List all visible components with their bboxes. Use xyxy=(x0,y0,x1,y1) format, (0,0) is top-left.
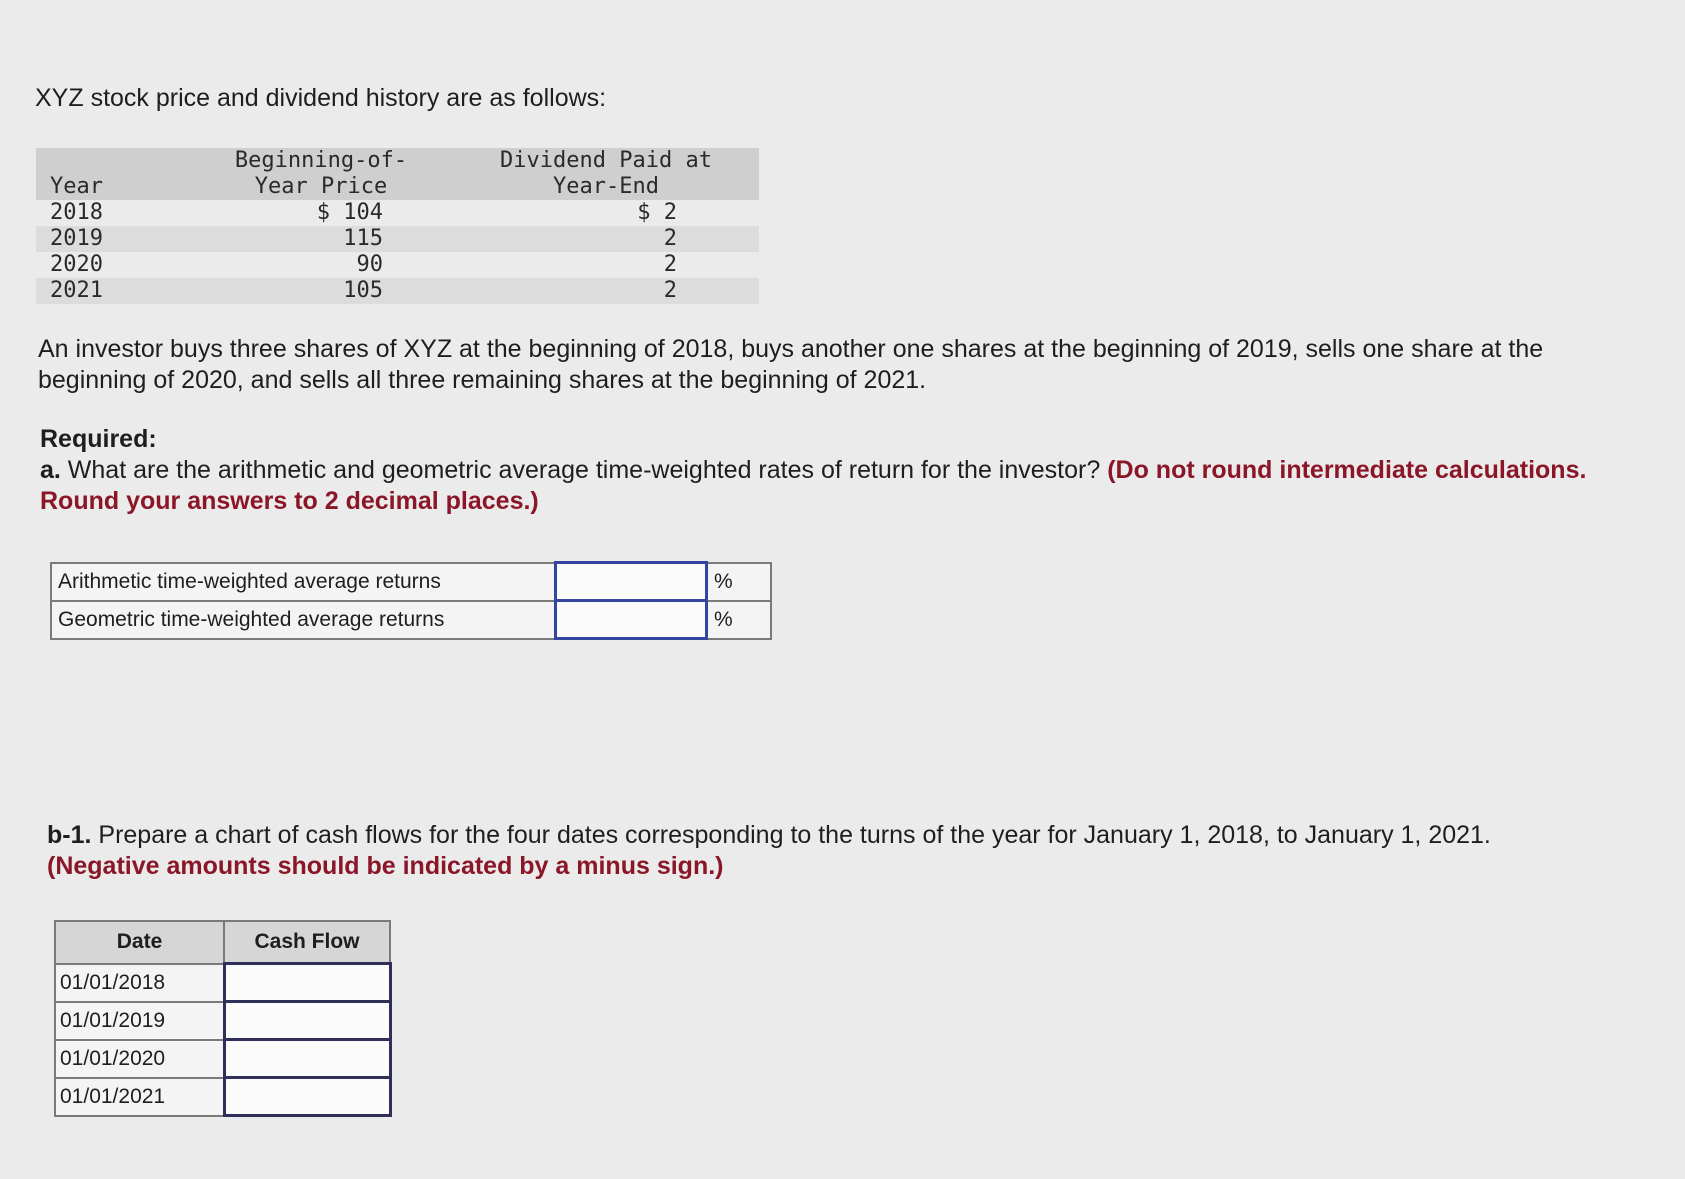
stock-history-header xyxy=(36,148,759,200)
returns-table xyxy=(50,561,772,640)
header-cash-flow: Cash Flow xyxy=(224,921,390,964)
cash-flow-cell xyxy=(224,964,390,1002)
header-dividend-line1: Dividend Paid at xyxy=(500,148,712,173)
table-row xyxy=(36,278,759,304)
part-b1-label: b-1. xyxy=(47,821,92,849)
dividend-cell: 2 xyxy=(663,252,677,277)
part-a-label: a. xyxy=(40,456,61,484)
cash-flow-cell xyxy=(224,1078,390,1116)
header-year: Year xyxy=(50,174,103,199)
stock-history-table xyxy=(36,148,759,304)
date-cell: 01/01/2020 xyxy=(55,1040,224,1078)
table-row xyxy=(55,1040,390,1078)
price-cell: 90 xyxy=(356,252,383,277)
percent-unit: % xyxy=(707,563,772,601)
part-b1-section xyxy=(47,820,1627,882)
table-row xyxy=(36,252,759,278)
price-cell: 115 xyxy=(343,226,383,251)
part-b1-hint: (Negative amounts should be indicated by a minus sign.) xyxy=(47,852,724,880)
year-cell: 2021 xyxy=(50,278,103,303)
header-price-line2: Year Price xyxy=(254,174,388,199)
table-row xyxy=(55,1078,390,1116)
dividend-cell: 2 xyxy=(663,226,677,251)
year-cell: 2018 xyxy=(50,200,103,225)
table-row xyxy=(51,563,771,601)
table-row xyxy=(51,601,771,639)
table-row xyxy=(36,200,759,226)
percent-unit: % xyxy=(707,601,772,639)
header-date: Date xyxy=(55,921,224,964)
year-cell: 2020 xyxy=(50,252,103,277)
arithmetic-return-input[interactable] xyxy=(557,564,705,599)
part-a-hint: (Do not round intermediate calculations. Round your answers to 2 decimal places.) xyxy=(40,456,1587,515)
cash-flow-table xyxy=(54,920,392,1117)
table-row xyxy=(36,226,759,252)
header-price-line1: Beginning-of- xyxy=(234,148,408,173)
date-cell: 01/01/2018 xyxy=(55,964,224,1002)
cash-flow-cell xyxy=(224,1002,390,1040)
header-dividend xyxy=(453,148,759,200)
required-section xyxy=(40,424,1600,517)
price-cell: $ 104 xyxy=(316,200,383,225)
cash-flow-input-2018[interactable] xyxy=(226,965,389,1000)
geometric-return-cell xyxy=(556,601,707,639)
table-row xyxy=(55,964,390,1002)
intro-text: XYZ stock price and dividend history are as follows: xyxy=(35,84,607,112)
part-b1-question: Prepare a chart of cash flows for the four dates corresponding to the turns of the year for January 1, 2018, to January 1, 2021. xyxy=(91,821,1491,849)
header-price xyxy=(189,148,453,200)
arithmetic-return-label: Arithmetic time-weighted average returns xyxy=(51,563,556,601)
dividend-cell: $ 2 xyxy=(637,200,677,225)
geometric-return-label: Geometric time-weighted average returns xyxy=(51,601,556,639)
cash-flow-header xyxy=(55,921,390,964)
header-dividend-line2: Year-End xyxy=(553,174,659,199)
price-cell: 105 xyxy=(343,278,383,303)
cash-flow-input-2019[interactable] xyxy=(226,1003,389,1038)
table-row xyxy=(55,1002,390,1040)
date-cell: 01/01/2019 xyxy=(55,1002,224,1040)
year-cell: 2019 xyxy=(50,226,103,251)
cash-flow-cell xyxy=(224,1040,390,1078)
scenario-text: An investor buys three shares of XYZ at the beginning of 2018, buys another one shares at the beginning of 2019, sells one share at the beginning of 2020, and sells all three remaining shares at the beginning of 2021. xyxy=(38,335,1544,394)
geometric-return-input[interactable] xyxy=(557,602,705,637)
cash-flow-input-2020[interactable] xyxy=(226,1041,389,1076)
part-a-question: What are the arithmetic and geometric average time-weighted rates of return for the investor? xyxy=(60,456,1108,484)
arithmetic-return-cell xyxy=(556,563,707,601)
required-title: Required: xyxy=(40,425,157,453)
date-cell: 01/01/2021 xyxy=(55,1078,224,1116)
dividend-cell: 2 xyxy=(663,278,677,303)
cash-flow-input-2021[interactable] xyxy=(226,1079,389,1114)
